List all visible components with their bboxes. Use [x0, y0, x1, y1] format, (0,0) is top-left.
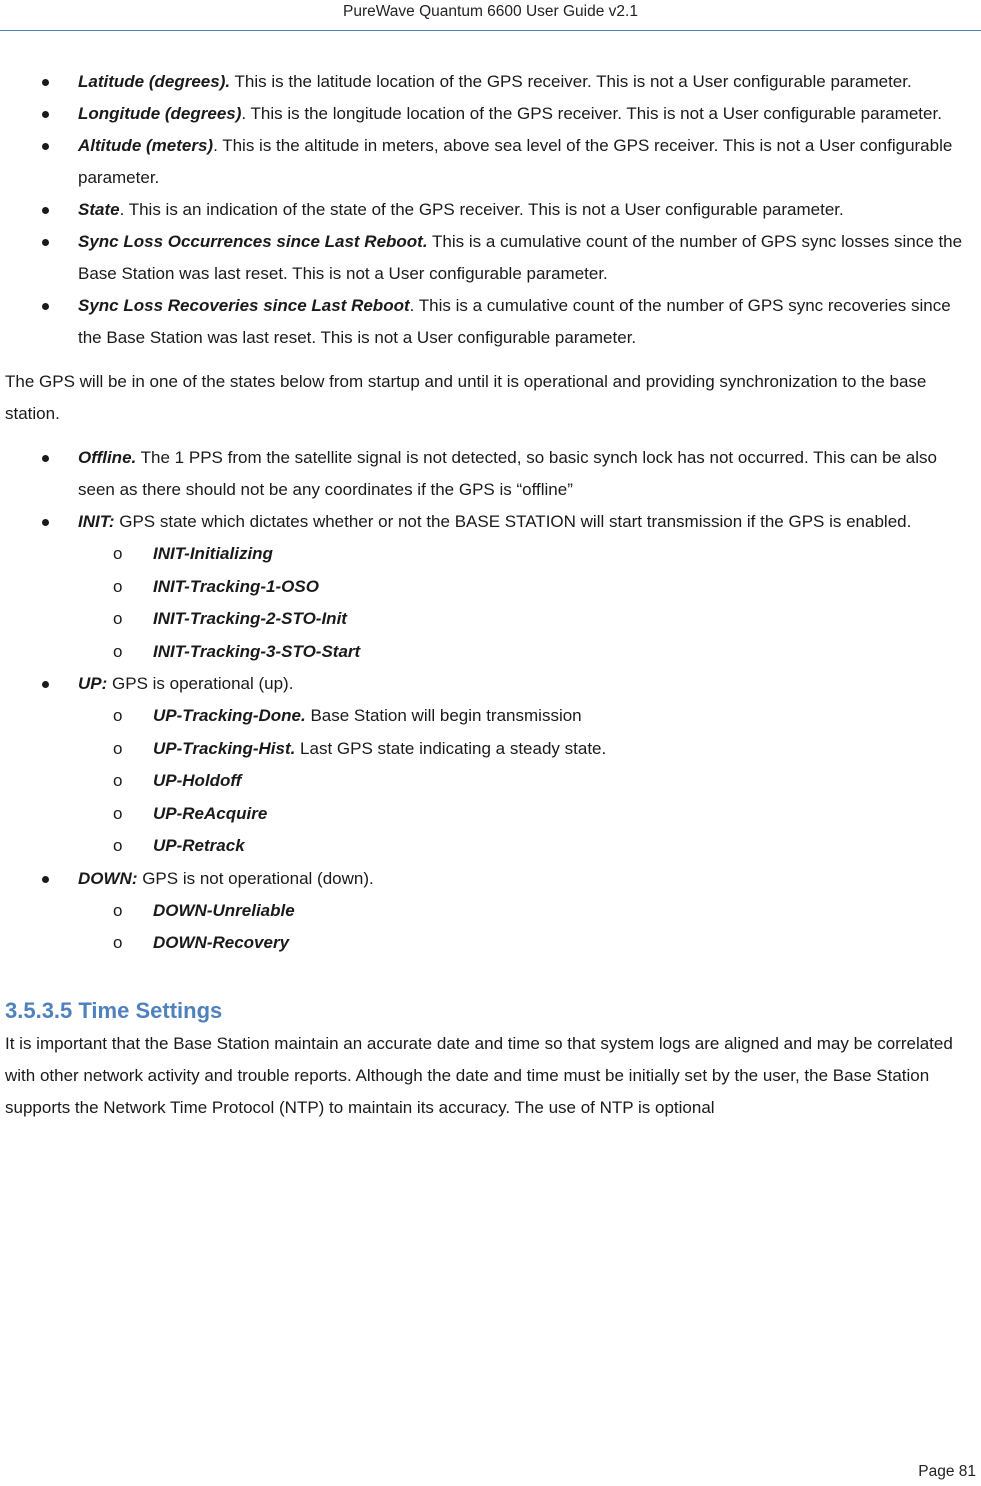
bullet-icon	[42, 111, 49, 118]
circle-bullet-icon: o	[113, 738, 123, 758]
page-header	[0, 0, 981, 31]
sub-item: o UP-Holdoff	[5, 765, 975, 798]
list-item-up: UP: GPS is operational (up).	[5, 668, 975, 700]
sub-item: o INIT-Tracking-1-OSO	[5, 571, 975, 604]
list-item-sync-loss-occurrences: Sync Loss Occurrences since Last Reboot. This is a cumulative count of the number of GPS sync losses since the Base Station was last reset. This is not a User configurable parameter.	[5, 226, 975, 290]
bullet-icon	[42, 519, 49, 526]
list-item-down: DOWN: GPS is not operational (down).	[5, 863, 975, 895]
list-item-state: State. This is an indication of the state of the GPS receiver. This is not a User configurable parameter.	[5, 194, 975, 226]
circle-bullet-icon: o	[113, 641, 123, 661]
bullet-icon	[42, 207, 49, 214]
intro-paragraph: The GPS will be in one of the states below from startup and until it is operational and providing synchronization to the base station.	[5, 372, 927, 423]
bullet-icon	[42, 143, 49, 150]
sub-item: o DOWN-Recovery	[5, 927, 975, 960]
bullet-icon	[42, 303, 49, 310]
circle-bullet-icon: o	[113, 706, 123, 725]
state-list	[5, 442, 975, 960]
bullet-icon	[42, 79, 49, 86]
document-title: PureWave Quantum 6600 User Guide v2.1	[343, 3, 638, 20]
circle-bullet-icon: o	[113, 771, 123, 790]
bullet-icon	[42, 876, 49, 883]
list-item-sync-loss-recoveries: Sync Loss Recoveries since Last Reboot. This is a cumulative count of the number of GPS sync recoveries since the Base Station was last reset. This is not a User configurable parameter.	[5, 290, 975, 354]
sub-item: o INIT-Tracking-2-STO-Init	[5, 603, 975, 636]
circle-bullet-icon: o	[113, 836, 123, 855]
sub-item: o UP-ReAcquire	[5, 798, 975, 831]
list-item-latitude: Latitude (degrees). This is the latitude location of the GPS receiver. This is not a User configurable parameter.	[5, 66, 975, 98]
sub-item: o UP-Tracking-Done. Base Station will begin transmission	[5, 700, 975, 733]
circle-bullet-icon: o	[113, 609, 123, 628]
parameter-list	[5, 66, 975, 354]
bullet-icon	[42, 455, 49, 462]
sub-item: o INIT-Initializing	[5, 538, 975, 571]
sub-item: o DOWN-Unreliable	[5, 895, 975, 928]
section-heading: 3.5.3.5 Time Settings	[5, 997, 223, 1023]
bullet-icon	[42, 681, 49, 688]
circle-bullet-icon: o	[113, 544, 123, 563]
sub-item: o UP-Tracking-Hist. Last GPS state indicating a steady state.	[5, 733, 975, 766]
section-body: It is important that the Base Station maintain an accurate date and time so that system logs are aligned and may be correlated with other network activity and trouble reports. Although the date and time must be initially set by the user, the Base Station supports the Network Time Protocol (NTP) to maintain its accuracy. The use of NTP is optional	[5, 1033, 953, 1117]
circle-bullet-icon: o	[113, 900, 123, 920]
sub-item: o UP-Retrack	[5, 830, 975, 863]
page-content	[5, 66, 975, 1124]
list-item-altitude: Altitude (meters). This is the altitude in meters, above sea level of the GPS receiver. This is not a User configurable parameter.	[5, 130, 975, 194]
list-item-init: INIT: GPS state which dictates whether or not the BASE STATION will start transmission if the GPS is enabled.	[5, 506, 975, 538]
circle-bullet-icon: o	[113, 803, 123, 823]
sub-item: o INIT-Tracking-3-STO-Start	[5, 636, 975, 669]
circle-bullet-icon: o	[113, 933, 123, 952]
circle-bullet-icon: o	[113, 576, 123, 596]
list-item-longitude: Longitude (degrees). This is the longitude location of the GPS receiver. This is not a User configurable parameter.	[5, 98, 975, 130]
list-item-offline: Offline. The 1 PPS from the satellite signal is not detected, so basic synch lock has not occurred. This can be also seen as there should not be any coordinates if the GPS is “offline”	[5, 442, 975, 506]
bullet-icon	[42, 239, 49, 246]
page-number: Page 81	[918, 1463, 976, 1480]
